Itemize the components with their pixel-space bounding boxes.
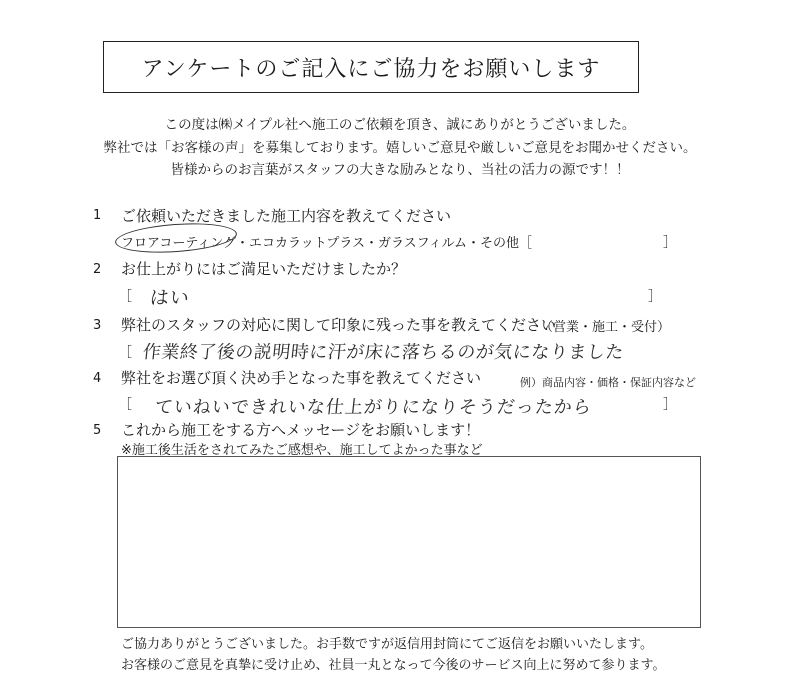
intro-line-1: この度は㈱メイプル社へ施工のご依頼を頂き、誠にありがとうございました。 [164,117,636,133]
question-2-answer: はい [148,287,192,309]
question-1-options: フロアコーティング・エコカラットプラス・ガラスフィルム・その他［ [121,236,533,251]
question-3-note: （営業・施工・受付） [540,320,671,335]
question-5-number: 5 [93,423,102,438]
question-3-text: 弊社のスタッフの対応に関して印象に残った事を教えてください [121,316,557,334]
intro-line-3: 皆様からのお言葉がスタッフの大きな励みとなり、当社の活力の源です！！ [170,162,630,178]
question-3-number: 3 [93,318,102,333]
question-5-note: ※施工後生活をされてみたご感想や、施工してよかった事など [121,443,483,458]
question-1-text: ご依頼いただきました施工内容を教えてください [121,207,452,225]
question-4-note: 例）商品内容・価格・保証内容など [520,376,696,389]
footer-line-2: お客様のご意見を真摯に受け止め、社員一丸となって今後のサービス向上に努めて参ります。 [121,658,666,673]
question-4-close-bracket: ］ [663,397,677,413]
question-5-text: これから施工をする方へメッセージをお願いします！ [121,421,481,439]
question-1-close-bracket: ］ [663,235,677,251]
survey-title: アンケートのご記入にご協力をお願いします [103,41,639,93]
question-2-number: 2 [93,262,102,277]
question-3-answer: 作業終了後の説明時に汗が床に落ちるのが気になりました [141,342,625,363]
question-2-close-bracket: ］ [648,289,662,305]
question-4-answer: ていねいできれいな仕上がりになりそうだったから [153,397,593,418]
question-2-open-bracket: ［ [118,289,132,305]
question-2-text: お仕上がりにはご満足いただけましたか？ [121,260,407,278]
intro-line-2: 弊社では「お客様の声」を募集しております。嬉しいご意見や厳しいご意見をお聞かせください。 [103,140,697,156]
question-4-text: 弊社をお選び頂く決め手となった事を教えてください [121,369,482,387]
question-4-number: 4 [93,371,102,386]
question-3-open-bracket: ［ [118,345,132,361]
message-box[interactable] [117,456,701,628]
footer-line-1: ご協力ありがとうございました。お手数ですが返信用封筒にてご返信をお願いいたします。 [121,637,653,652]
question-4-open-bracket: ［ [118,397,132,413]
question-1-number: 1 [93,208,102,223]
